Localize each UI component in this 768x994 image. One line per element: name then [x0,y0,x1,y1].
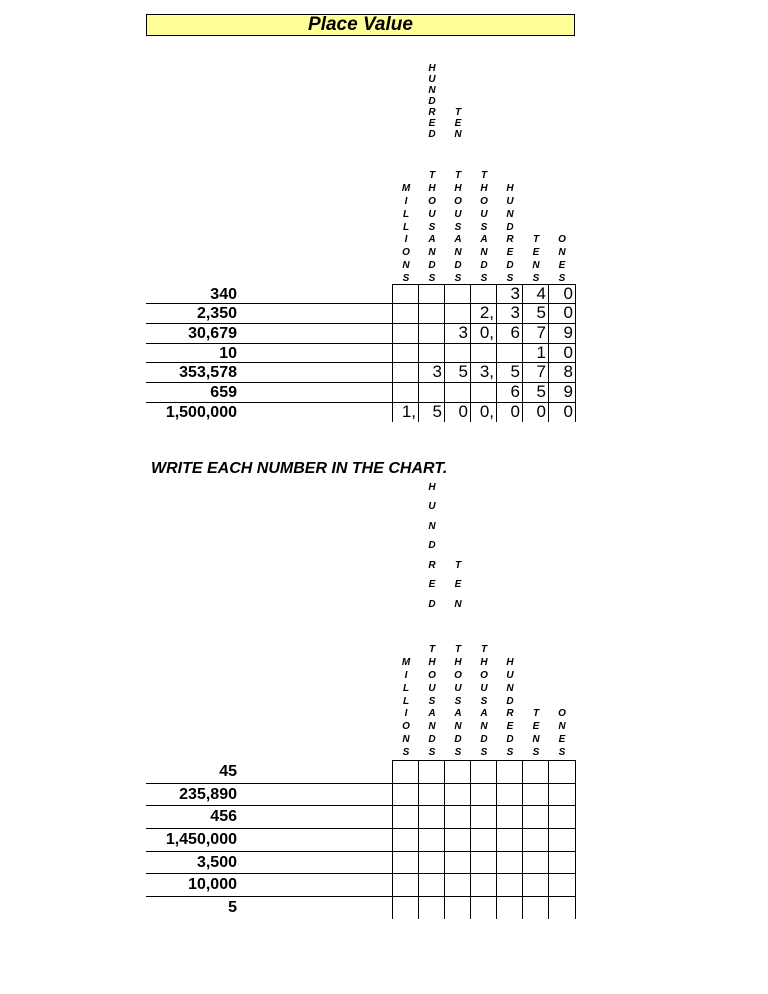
practice-digit-cell[interactable] [444,828,470,851]
example-digit-cell: 5 [536,303,546,322]
header-letter: D [428,260,436,272]
practice-row-rule [146,873,392,874]
header-letter: O [454,669,462,681]
header-letter: U [428,208,436,220]
practice-digit-cell[interactable] [470,760,496,783]
practice-digit-cell[interactable] [496,851,522,874]
example-digit-cell [392,303,418,323]
column-header-example-bottom-3 [476,170,492,286]
practice-digit-cell[interactable] [522,851,548,874]
header-letter: S [506,747,514,759]
practice-digit-cell[interactable] [470,873,496,896]
practice-number-5: 10,000 [188,876,237,893]
header-letter: O [454,195,462,207]
example-digit-cell [392,284,418,304]
header-letter: A [480,234,488,246]
practice-digit-cell[interactable] [522,896,548,919]
header-letter: S [480,221,488,233]
example-digit-cell: 4 [536,284,546,303]
header-letter: D [480,734,488,746]
header-letter: L [402,208,410,220]
header-letter: D [428,129,436,140]
header-letter: D [428,540,436,551]
practice-number-4: 3,500 [196,854,237,871]
header-letter: T [532,708,540,720]
header-letter: O [402,247,410,259]
example-digit-cell: 1, [401,402,416,421]
practice-digit-cell[interactable] [418,760,444,783]
practice-digit-cell[interactable] [522,828,548,851]
practice-digit-cell[interactable] [418,896,444,919]
practice-number-1: 235,890 [179,786,237,803]
header-letter: T [454,559,462,571]
header-letter: E [454,579,462,590]
header-letter: D [506,695,514,707]
example-digit-cell: 0 [563,402,573,421]
example-digit-cell [418,343,444,363]
example-digit-cell [470,382,496,402]
practice-digit-cell[interactable] [548,851,575,874]
header-letter: S [532,747,540,759]
practice-digit-cell[interactable] [470,783,496,806]
practice-grid-col-line [392,760,393,919]
practice-number-2: 456 [210,808,237,825]
header-letter: N [480,247,488,259]
header-letter: A [454,708,462,720]
practice-number-6: 5 [228,899,237,916]
header-letter: H [506,182,514,194]
practice-grid-col-line [470,760,471,919]
header-letter: E [506,247,514,259]
header-letter: T [428,643,436,655]
practice-digit-cell[interactable] [548,873,575,896]
example-number-6: 1,500,000 [165,404,237,421]
header-letter: A [428,234,436,246]
header-letter: I [404,708,408,720]
header-letter: S [402,747,410,759]
column-header-practice-bottom-5 [528,708,544,760]
practice-digit-cell[interactable] [444,760,470,783]
header-letter: S [480,695,488,707]
example-digit-cell [470,284,496,304]
header-letter: H [428,182,436,194]
column-header-example-bottom-4 [502,183,518,286]
header-letter: I [404,234,408,246]
header-letter: U [428,682,436,694]
header-letter: H [428,63,436,74]
practice-digit-cell[interactable] [418,783,444,806]
practice-digit-cell[interactable] [522,805,548,828]
header-letter: N [506,682,514,694]
practice-digit-cell[interactable] [418,851,444,874]
example-digit-cell: 0, [479,402,494,421]
example-digit-cell [418,323,444,343]
practice-digit-cell[interactable] [418,873,444,896]
example-digit-cell [470,343,496,363]
example-row-rule [146,343,392,344]
header-letter: A [428,708,436,720]
practice-digit-cell[interactable] [444,851,470,874]
header-letter: O [402,721,410,733]
header-letter: U [506,195,514,207]
page-title: Place Value [146,14,575,36]
example-digit-cell [418,382,444,402]
header-letter: U [454,208,462,220]
example-digit-cell [444,382,470,402]
practice-digit-cell[interactable] [548,760,575,783]
example-digit-cell [392,343,418,363]
practice-grid-col-line [522,760,523,919]
header-letter: S [480,747,488,759]
header-letter: S [454,695,462,707]
example-digit-cell: 5 [536,382,546,401]
header-letter: N [454,598,462,610]
example-digit-cell: 9 [563,382,573,401]
header-letter: O [428,669,436,681]
practice-digit-cell[interactable] [522,783,548,806]
header-letter: S [428,747,436,759]
practice-digit-cell[interactable] [444,805,470,828]
practice-row-rule [146,896,392,897]
practice-digit-cell[interactable] [496,805,522,828]
example-digit-cell [392,323,418,343]
practice-number-0: 45 [219,763,237,780]
header-letter: O [480,669,488,681]
practice-digit-cell[interactable] [444,783,470,806]
header-letter: D [506,260,514,272]
example-number-3: 10 [219,345,237,362]
header-letter: H [506,656,514,668]
example-digit-cell [418,303,444,323]
example-digit-cell [444,303,470,323]
header-letter: D [428,96,436,107]
header-letter: T [454,643,462,655]
practice-digit-cell[interactable] [522,760,548,783]
practice-digit-cell[interactable] [496,760,522,783]
example-digit-cell: 3 [510,303,520,322]
example-digit-cell: 3 [432,362,442,381]
header-letter: O [428,195,436,207]
practice-number-3: 1,450,000 [165,831,237,848]
example-digit-cell: 0 [563,303,573,322]
practice-grid-col-line [496,760,497,919]
practice-digit-cell[interactable] [418,828,444,851]
column-header-practice-bottom-6 [554,708,570,760]
header-letter: M [401,656,411,668]
column-header-example-bottom-2 [450,170,466,286]
example-grid-col-line [418,284,419,422]
example-digit-cell: 9 [563,323,573,342]
header-letter: U [428,501,436,512]
header-letter: H [480,656,488,668]
header-letter: E [428,579,436,590]
column-header-practice-bottom-4 [502,657,518,760]
example-digit-cell [392,382,418,402]
practice-digit-cell[interactable] [392,760,418,783]
example-digit-cell [392,362,418,382]
header-letter: N [428,520,436,532]
header-letter: D [506,221,514,233]
example-digit-cell: 0 [563,284,573,303]
practice-digit-cell[interactable] [392,896,418,919]
header-letter: N [454,721,462,733]
header-letter: H [428,481,436,493]
example-digit-cell: 3 [510,284,520,303]
column-header-practice-bottom-0 [398,657,414,760]
header-letter: T [480,169,488,181]
example-row-rule [146,303,392,304]
example-digit-cell [418,284,444,304]
example-number-0: 340 [210,286,237,303]
example-digit-cell: 8 [563,362,573,381]
practice-digit-cell[interactable] [548,828,575,851]
header-letter: U [506,669,514,681]
header-letter: I [404,195,408,207]
header-letter: U [428,74,436,85]
header-letter: S [532,273,540,285]
practice-grid-col-line [575,760,576,919]
header-letter: S [428,695,436,707]
practice-row-rule [146,805,392,806]
practice-digit-cell[interactable] [444,873,470,896]
example-grid-col-line [392,284,393,422]
header-letter: L [402,682,410,694]
practice-row-rule [146,828,392,829]
practice-digit-cell[interactable] [392,873,418,896]
column-header-example-bottom-5 [528,234,544,286]
practice-digit-cell[interactable] [392,783,418,806]
header-letter: S [506,273,514,285]
example-row-rule [146,323,392,324]
header-letter: N [558,721,566,733]
header-letter: S [454,747,462,759]
header-letter: U [454,682,462,694]
practice-grid-col-line [548,760,549,919]
example-grid-col-line [548,284,549,422]
column-header-example-top-1 [424,63,440,140]
example-digit-cell: 0, [479,323,494,342]
column-header-example-top-2 [450,107,466,140]
header-letter: N [532,260,540,272]
header-letter: L [402,221,410,233]
column-header-practice-bottom-2 [450,644,466,760]
example-digit-cell: 3, [479,362,494,381]
example-digit-cell: 0 [510,402,520,421]
header-letter: D [454,734,462,746]
header-letter: O [558,708,566,720]
practice-grid-col-line [444,760,445,919]
header-letter: T [532,234,540,246]
practice-digit-cell[interactable] [496,828,522,851]
practice-digit-cell[interactable] [444,896,470,919]
example-digit-cell: 7 [536,362,546,381]
header-letter: D [428,598,436,610]
example-digit-cell: 6 [510,382,520,401]
header-letter: R [428,107,436,118]
header-letter: N [428,85,436,96]
example-digit-cell: 0 [458,402,468,421]
header-letter: S [428,221,436,233]
header-letter: R [428,559,436,571]
example-digit-cell: 6 [510,323,520,342]
header-letter: H [480,182,488,194]
practice-row-rule [146,783,392,784]
example-grid-col-line [470,284,471,422]
column-header-example-bottom-6 [554,234,570,286]
header-letter: H [454,182,462,194]
header-letter: N [454,247,462,259]
header-letter: T [428,169,436,181]
column-header-example-bottom-1 [424,170,440,286]
header-letter: H [428,656,436,668]
header-letter: H [454,656,462,668]
example-digit-cell: 2, [479,303,494,322]
example-number-5: 659 [210,384,237,401]
header-letter: I [404,669,408,681]
header-letter: M [401,182,411,194]
practice-digit-cell[interactable] [392,805,418,828]
header-letter: N [454,129,462,140]
header-letter: U [480,208,488,220]
practice-digit-cell[interactable] [496,783,522,806]
header-letter: N [428,247,436,259]
example-grid-col-line [575,284,576,422]
practice-digit-cell[interactable] [418,805,444,828]
header-letter: E [532,721,540,733]
example-digit-cell [496,343,522,363]
header-letter: S [558,747,566,759]
header-letter: T [454,169,462,181]
header-letter: T [480,643,488,655]
header-letter: E [558,260,566,272]
header-letter: N [532,734,540,746]
header-letter: D [480,260,488,272]
example-digit-cell: 5 [432,402,442,421]
header-letter: N [428,721,436,733]
header-letter: O [558,234,566,246]
header-letter: O [480,195,488,207]
header-letter: U [480,682,488,694]
example-number-4: 353,578 [179,364,237,381]
header-letter: S [454,273,462,285]
column-header-practice-top-1 [424,478,440,615]
example-number-1: 2,350 [196,305,237,322]
header-letter: N [402,260,410,272]
practice-digit-cell[interactable] [548,805,575,828]
practice-digit-cell[interactable] [470,828,496,851]
header-letter: E [428,118,436,129]
example-number-2: 30,679 [188,325,237,342]
header-letter: R [506,708,514,720]
practice-digit-cell[interactable] [548,783,575,806]
example-digit-cell: 1 [536,343,546,362]
header-letter: N [506,208,514,220]
practice-row-rule [146,851,392,852]
header-letter: S [454,221,462,233]
example-digit-cell: 3 [458,323,468,342]
header-letter: A [454,234,462,246]
column-header-practice-bottom-3 [476,644,492,760]
practice-grid-col-line [418,760,419,919]
header-letter: S [402,273,410,285]
example-digit-cell: 0 [536,402,546,421]
practice-digit-cell[interactable] [522,873,548,896]
header-letter: S [480,273,488,285]
example-digit-cell: 5 [458,362,468,381]
header-letter: S [558,273,566,285]
example-digit-cell: 7 [536,323,546,342]
column-header-practice-bottom-1 [424,644,440,760]
practice-digit-cell[interactable] [470,896,496,919]
header-letter: T [454,107,462,118]
header-letter: A [480,708,488,720]
instruction-text: WRITE EACH NUMBER IN THE CHART. [151,460,448,477]
example-digit-cell [444,343,470,363]
practice-digit-cell[interactable] [496,896,522,919]
header-letter: N [402,734,410,746]
header-letter: E [532,247,540,259]
practice-digit-cell[interactable] [470,851,496,874]
example-digit-cell [444,284,470,304]
example-row-rule [146,362,392,363]
example-digit-cell: 5 [510,362,520,381]
practice-digit-cell[interactable] [392,851,418,874]
column-header-practice-top-2 [450,556,466,615]
example-grid-col-line [496,284,497,422]
header-letter: D [506,734,514,746]
header-letter: E [506,721,514,733]
header-letter: E [558,734,566,746]
example-grid-col-line [444,284,445,422]
practice-digit-cell[interactable] [392,828,418,851]
example-row-rule [146,402,392,403]
example-grid-col-line [522,284,523,422]
column-header-example-bottom-0 [398,183,414,286]
header-letter: D [454,260,462,272]
header-letter: S [428,273,436,285]
header-letter: R [506,234,514,246]
example-row-rule [146,382,392,383]
practice-digit-cell[interactable] [496,873,522,896]
practice-digit-cell[interactable] [548,896,575,919]
practice-digit-cell[interactable] [470,805,496,828]
example-digit-cell: 0 [563,343,573,362]
header-letter: N [480,721,488,733]
header-letter: L [402,695,410,707]
header-letter: N [558,247,566,259]
header-letter: E [454,118,462,129]
header-letter: D [428,734,436,746]
